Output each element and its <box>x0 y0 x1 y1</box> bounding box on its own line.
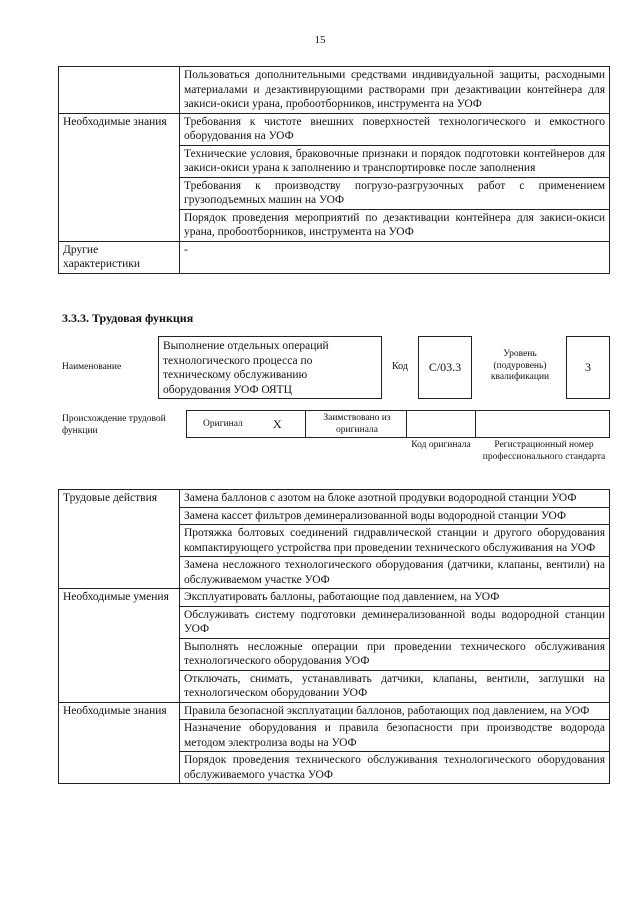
table-row <box>59 589 610 607</box>
top-table <box>58 66 610 274</box>
row-label: Необходимые умения <box>59 589 180 703</box>
page-number: 15 <box>314 34 326 46</box>
code-caption: Код оригинала <box>411 440 471 450</box>
row-item: Требования к чистоте внешних поверхностей технологического и емкостного оборудования на УОФ <box>180 113 610 145</box>
code-label: Код <box>392 361 408 372</box>
borrowed-label: Заимствовано из оригинала <box>323 413 391 435</box>
row-label: Необходимые знания <box>59 702 180 784</box>
row-item: Обслуживать систему подготовки деминерализованной воды водородной станции УОФ <box>180 606 610 638</box>
origin-row <box>186 410 610 438</box>
row-item: - <box>180 241 610 273</box>
function-name: Выполнение отдельных операций технологического процесса по техническому обслуживанию оборудования УОФ ОЯТЦ <box>158 336 382 399</box>
row-item: Порядок проведения мероприятий по дезактивации контейнера для закиси-окиси урана, пробоотборников, инструмента на УОФ <box>180 209 610 241</box>
original-label: Оригинал <box>203 419 243 429</box>
row-item: Назначение оборудования и правила безопасности при производстве водорода методом электролиза воды на УОФ <box>180 720 610 752</box>
row-item: Замена баллонов с азотом на блоке азотной продувки водородной станции УОФ <box>180 490 610 508</box>
row-label: Трудовые действия <box>59 490 180 589</box>
row-item: Технические условия, браковочные признаки и порядок подготовки контейнеров для закиси-окиси урана к заполнению и транспортировке после заполнения <box>180 145 610 177</box>
bottom-table <box>58 489 610 784</box>
row-item: Протяжка болтовых соединений гидравлической станции и другого оборудования компактирующего устройства при проведении технического обслуживания на УОФ <box>180 525 610 557</box>
original-mark: Х <box>273 417 282 431</box>
section-heading: 3.3.3. Трудовая функция <box>62 311 194 325</box>
row-item: Замена кассет фильтров деминерализованной воды водородной станции УОФ <box>180 507 610 525</box>
table-row <box>59 490 610 508</box>
row-label: Другие характеристики <box>59 241 180 273</box>
level-value: 3 <box>566 336 610 399</box>
row-item: Требования к производству погрузо-разгрузочных работ с применением грузоподъемных машин на УОФ <box>180 177 610 209</box>
code-original-cell <box>406 410 476 438</box>
row-item: Порядок проведения технического обслуживания технологического оборудования обслуживаемого участка УОФ <box>180 752 610 784</box>
table-row <box>59 702 610 720</box>
row-item: Пользоваться дополнительными средствами индивидуальной защиты, расходными материалами и дезактивирующими растворами при дезактивации контейнера для закиси-окиси урана, пробоотборников, инструмента на УОФ <box>180 67 610 114</box>
row-item: Эксплуатировать баллоны, работающие под давлением, на УОФ <box>180 589 610 607</box>
code-value: С/03.3 <box>418 336 472 399</box>
row-item: Замена несложного технологического оборудования (датчики, клапаны, вентили) на обслуживаемом участке УОФ <box>180 557 610 589</box>
row-label <box>59 67 180 114</box>
row-item: Правила безопасной эксплуатации баллонов, работающих под давлением, на УОФ <box>180 702 610 720</box>
row-item: Выполнять несложные операции при проведении технического обслуживания технологического оборудования УОФ <box>180 638 610 670</box>
table-row <box>59 113 610 145</box>
row-label: Необходимые знания <box>59 113 180 241</box>
row-item: Отключать, снимать, устанавливать датчики, клапаны, вентили, заглушки на технологическом оборудовании УОФ <box>180 670 610 702</box>
table-row <box>59 67 610 114</box>
reg-number-cell <box>475 410 610 438</box>
origin-label: Происхождение трудовой функции <box>62 414 166 436</box>
reg-caption: Регистрационный номер профессионального стандарта <box>482 440 606 462</box>
name-label: Наименование <box>62 362 122 372</box>
table-row <box>59 241 610 273</box>
level-label: Уровень (подуровень) квалификации <box>490 349 550 382</box>
borrowed-cell <box>305 410 407 438</box>
original-cell <box>186 410 306 438</box>
